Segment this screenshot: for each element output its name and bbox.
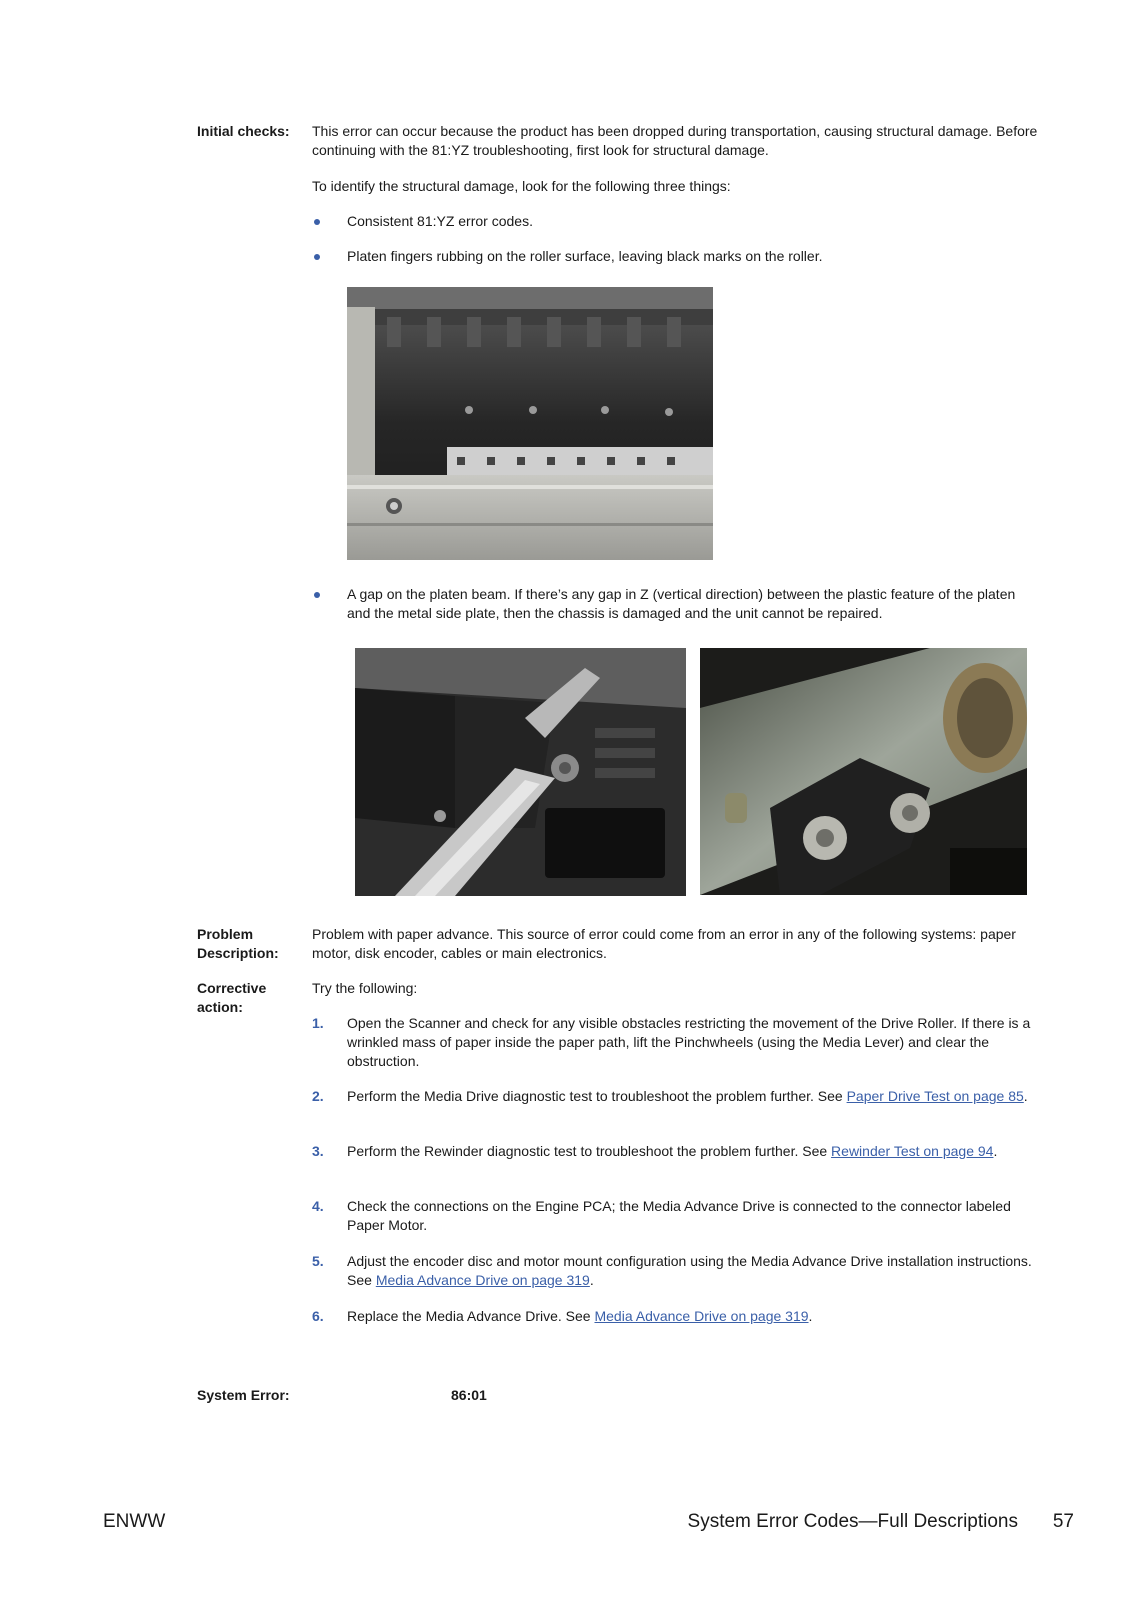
footer-page-number: 57 [1052, 1511, 1074, 1532]
side-plate-photo [700, 648, 1027, 895]
step-text-body: Perform the Media Drive diagnostic test to troubleshoot the problem further. See [347, 1088, 847, 1104]
problem-label-line2: Description: [197, 945, 279, 961]
bullet-dot-icon [314, 219, 320, 225]
step-number: 1. [312, 1015, 324, 1031]
step-number: 5. [312, 1253, 324, 1269]
problem-label [197, 925, 279, 963]
corrective-label [197, 979, 266, 1017]
step-text: Check the connections on the Engine PCA; the Media Advance Drive is connected to the connector labeled Paper Motor. [347, 1198, 1011, 1233]
step-text-body: Replace the Media Advance Drive. See [347, 1308, 595, 1324]
rewinder-test-link[interactable]: Rewinder Test on page 94 [831, 1143, 994, 1159]
system-error-code: 86:01 [451, 1387, 487, 1403]
paper-drive-test-link[interactable]: Paper Drive Test on page 85 [846, 1088, 1024, 1104]
bullet-dot-icon [314, 254, 320, 260]
initial-checks-label: Initial checks: [197, 123, 290, 139]
media-advance-drive-link[interactable]: Media Advance Drive on page 319 [375, 1272, 590, 1288]
corrective-label-line2: action: [197, 999, 243, 1015]
step-number: 4. [312, 1198, 324, 1214]
identify-text: To identify the structural damage, look for the following three things: [312, 178, 731, 194]
step-text: Open the Scanner and check for any visible obstacles restricting the movement of the Drive Roller. If there is a wrinkled mass of paper inside the paper path, lift the Pinchwheels (using the Media Lever) and clear the obstruction. [347, 1015, 1031, 1069]
platen-beam-photo [355, 648, 686, 896]
initial-checks-intro: This error can occur because the product has been dropped during transportation, causing structural damage. Before continuing with the 81:YZ troubleshooting, first look for structural damage. [312, 123, 1038, 158]
step-number: 3. [312, 1143, 324, 1159]
step-text [347, 1142, 1042, 1161]
corrective-intro: Try the following: [312, 980, 418, 996]
bullet-text: A gap on the platen beam. If there’s any gap in Z (vertical direction) between the plastic feature of the platen and the metal side plate, then the chassis is damaged and the unit cannot be repaired. [347, 586, 1016, 621]
step-text-after: . [1023, 1088, 1028, 1104]
media-advance-drive-link-2[interactable]: Media Advance Drive on page 319 [594, 1308, 809, 1324]
footer-section-title: System Error Codes—Full Descriptions [687, 1511, 1018, 1532]
bullet-text: Platen fingers rubbing on the roller surface, leaving black marks on the roller. [347, 248, 823, 264]
system-error-label: System Error: [197, 1387, 290, 1403]
step-text-after: . [808, 1308, 813, 1324]
problem-label-line1: Problem [197, 926, 254, 942]
corrective-label-line1: Corrective [197, 980, 267, 996]
footer-left: ENWW [103, 1511, 166, 1532]
step-text-after: . [589, 1272, 594, 1288]
step-number: 2. [312, 1088, 324, 1104]
step-number: 6. [312, 1308, 324, 1324]
step-text-after: . [993, 1143, 998, 1159]
bullet-text: Consistent 81:YZ error codes. [347, 213, 533, 229]
bullet-dot-icon [314, 592, 320, 598]
step-text [347, 1087, 1042, 1106]
step-text [347, 1252, 1042, 1290]
platen-fingers-photo [347, 287, 713, 560]
problem-text: Problem with paper advance. This source of error could come from an error in any of the following systems: paper motor, disk encoder, cables or main electronics. [312, 926, 1016, 961]
step-text-body: Adjust the encoder disc and motor mount configuration using the Media Advance Drive installation instructions. See [347, 1253, 1032, 1288]
step-text [347, 1307, 1042, 1326]
step-text-body: Perform the Rewinder diagnostic test to troubleshoot the problem further. See [347, 1143, 832, 1159]
